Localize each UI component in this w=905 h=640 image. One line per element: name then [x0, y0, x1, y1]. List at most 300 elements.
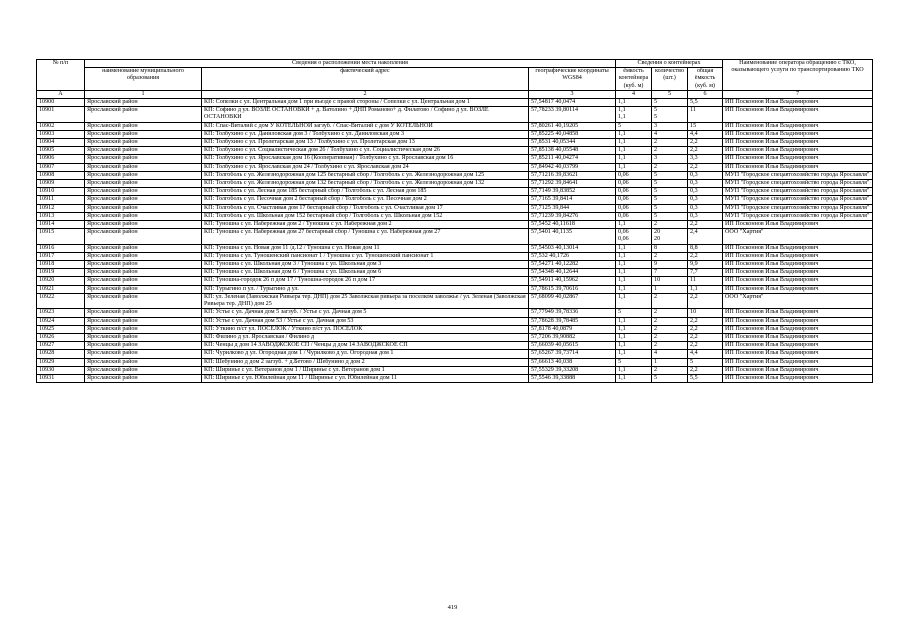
cell-operator: ИП Посконнов Илья Владимирович: [723, 221, 873, 229]
cell-quantity: 5 5: [652, 107, 688, 122]
cell-capacity: 5: [616, 309, 652, 317]
cell-quantity: 1: [652, 358, 688, 366]
cell-quantity: 3: [652, 155, 688, 163]
cell-coords: 57,54348 40,12644: [529, 269, 616, 277]
cell-address: КП: Туношна с ул. Туношенский пансионат 1 / Туношна с ул. Туношенский пансионат 1: [202, 252, 529, 260]
cell-address: КП: Ченцы д дом 14 ЗАВОДЖСКОЕ СП / Ченцы д дом 14 ЗАВОДЖСКОЕ СП: [202, 342, 529, 350]
table-row: [37, 212, 873, 220]
cell-address: КП: Чурилково д ул. Огородная дом 1 / Чурилково д ул. Огородная дом 1: [202, 350, 529, 358]
index-cell: 4: [616, 90, 652, 98]
cell-total: 0,3: [688, 212, 723, 220]
header-location-group: Сведения о расположении места накопления: [85, 60, 616, 68]
cell-capacity: 1,1: [616, 350, 652, 358]
cell-quantity: 5: [652, 188, 688, 196]
cell-address: КП: Устье с ул. Дачная дом 53 / Устье с ул. Дачная дом 53: [202, 317, 529, 325]
cell-address: КП: Толгоболь с ул. Счастливая дом 17 бестарный сбор / Толгоболь с ул. Счастливая дом 17: [202, 204, 529, 212]
cell-capacity: 0,06: [616, 196, 652, 204]
cell-num: 10912: [37, 204, 85, 212]
cell-total: 2,2: [688, 342, 723, 350]
cell-quantity: 5: [652, 99, 688, 107]
cell-capacity: 1,1: [616, 317, 652, 325]
cell-quantity: 1: [652, 285, 688, 293]
table-row: [37, 147, 873, 155]
cell-operator: ИП Посконнов Илья Владимирович: [723, 374, 873, 382]
index-cell: А: [37, 90, 85, 98]
cell-operator: ИП Посконнов Илья Владимирович: [723, 333, 873, 341]
cell-total: 15: [688, 122, 723, 130]
cell-municipality: Ярославский район: [85, 293, 202, 308]
table-row: [37, 155, 873, 163]
cell-address: КП: Туношна с ул. Школьная дом 6 / Туношна с ул. Школьная дом 6: [202, 269, 529, 277]
cell-coords: 57,78233 39,80114: [529, 107, 616, 122]
cell-coords: 57,8531 40,05344: [529, 139, 616, 147]
cell-quantity: 5: [652, 204, 688, 212]
cell-num: 10903: [37, 130, 85, 138]
table-row: [37, 122, 873, 130]
cell-quantity: 2: [652, 139, 688, 147]
cell-municipality: Ярославский район: [85, 277, 202, 285]
cell-capacity: 0,06 0,06: [616, 229, 652, 244]
cell-num: 10909: [37, 180, 85, 188]
cell-num: 10921: [37, 285, 85, 293]
table-row: [37, 171, 873, 179]
cell-municipality: Ярославский район: [85, 285, 202, 293]
cell-coords: 57,5401 40,1135: [529, 229, 616, 244]
cell-coords: 57,54911 40,15962: [529, 277, 616, 285]
cell-municipality: Ярославский район: [85, 107, 202, 122]
cell-address: КП: Толбухино с ул. Даниловская дом 3 / Толбухино с ул. Даниловская дом 3: [202, 130, 529, 138]
page-number: 419: [447, 604, 458, 611]
cell-operator: ИП Посконнов Илья Владимирович: [723, 277, 873, 285]
cell-num: 10914: [37, 221, 85, 229]
cell-total: 5,5: [688, 374, 723, 382]
cell-capacity: 0,06: [616, 180, 652, 188]
registry-sheet: [36, 59, 872, 383]
cell-address: КП: Толбухино с ул. Социалистическая дом 26 / Толбухино с ул. Социалистическая дом 26: [202, 147, 529, 155]
cell-total: 2,2: [688, 317, 723, 325]
cell-total: 0,3: [688, 180, 723, 188]
cell-address: КП: Шебунино д дом 2 загзуб. + д.Бетово / Шебунино д дом 2: [202, 358, 529, 366]
cell-address: КП: Устье с ул. Дачная дом 5 загзуб. / Устье с ул. Дачная дом 5: [202, 309, 529, 317]
cell-operator: ИП Посконнов Илья Владимирович: [723, 244, 873, 252]
cell-total: 0,3: [688, 196, 723, 204]
cell-municipality: Ярославский район: [85, 212, 202, 220]
cell-quantity: 2: [652, 366, 688, 374]
cell-quantity: 8: [652, 244, 688, 252]
cell-address: КП: ул. Зеленая (Заволжская Ривьера тер. ДНП) дом 25 Заволжская ривьера за поселком заволжье / ул. Зеленая (Заволжская Ривьера тер. ДНП) дом 25: [202, 293, 529, 308]
cell-operator: МУП "Городское спецавтохозяйство города Ярославля": [723, 212, 873, 220]
cell-coords: 57,71292 39,84641: [529, 180, 616, 188]
cell-municipality: Ярославский район: [85, 366, 202, 374]
cell-operator: ИП Посконнов Илья Владимирович: [723, 122, 873, 130]
cell-capacity: 1,1 1,1: [616, 107, 652, 122]
cell-num: 10930: [37, 366, 85, 374]
cell-operator: ИП Посконнов Илья Владимирович: [723, 342, 873, 350]
cell-capacity: 1,1: [616, 293, 652, 308]
cell-address: КП: Спас-Виталий с дом У КОТЕЛЬНОЙ загзуб. / Спас-Виталий с дом У КОТЕЛЬНОЙ: [202, 122, 529, 130]
cell-operator: ИП Посконнов Илья Владимирович: [723, 358, 873, 366]
cell-municipality: Ярославский район: [85, 229, 202, 244]
table-body: [37, 99, 873, 383]
cell-quantity: 2: [652, 252, 688, 260]
cell-quantity: 10: [652, 277, 688, 285]
table-row: [37, 333, 873, 341]
cell-capacity: 1,1: [616, 342, 652, 350]
cell-municipality: Ярославский район: [85, 317, 202, 325]
cell-capacity: 1,1: [616, 285, 652, 293]
cell-num: 10904: [37, 139, 85, 147]
cell-num: 10917: [37, 252, 85, 260]
table-row: [37, 180, 873, 188]
cell-quantity: 5: [652, 180, 688, 188]
cell-municipality: Ярославский район: [85, 333, 202, 341]
table-row: [37, 277, 873, 285]
cell-quantity: 5: [652, 171, 688, 179]
table-row: [37, 229, 873, 244]
header-coords: географические координаты WGS84: [529, 68, 616, 91]
cell-operator: ИП Посконнов Илья Владимирович: [723, 285, 873, 293]
cell-num: 10907: [37, 163, 85, 171]
cell-operator: МУП "Городское спецавтохозяйство города Ярославля": [723, 188, 873, 196]
cell-municipality: Ярославский район: [85, 171, 202, 179]
cell-operator: ИП Посконнов Илья Владимирович: [723, 147, 873, 155]
cell-quantity: 5: [652, 212, 688, 220]
table-row: [37, 107, 873, 122]
cell-quantity: 2: [652, 163, 688, 171]
cell-quantity: 2: [652, 342, 688, 350]
cell-num: 10902: [37, 122, 85, 130]
cell-municipality: Ярославский район: [85, 139, 202, 147]
cell-coords: 57,65267 39,73714: [529, 350, 616, 358]
cell-address: КП: Толбухино с ул. Ярославская дом 24 / Толбухино с ул. Ярославская дом 24: [202, 163, 529, 171]
cell-total: 0,3: [688, 171, 723, 179]
cell-coords: 57,5546 39,33888: [529, 374, 616, 382]
cell-num: 10906: [37, 155, 85, 163]
waste-sites-table: [36, 59, 873, 383]
cell-address: КП: Ширинье с ул. Ветеранов дом 1 / Ширинье с ул. Ветеранов дом 1: [202, 366, 529, 374]
cell-total: 10: [688, 309, 723, 317]
cell-capacity: 0,06: [616, 188, 652, 196]
cell-operator: ООО "Хартия": [723, 229, 873, 244]
cell-municipality: Ярославский район: [85, 180, 202, 188]
cell-municipality: Ярославский район: [85, 147, 202, 155]
cell-total: 2,2: [688, 293, 723, 308]
cell-coords: 57,7206 39,90882: [529, 333, 616, 341]
cell-municipality: Ярославский район: [85, 309, 202, 317]
cell-total: 9,9: [688, 261, 723, 269]
cell-municipality: Ярославский район: [85, 374, 202, 382]
cell-municipality: Ярославский район: [85, 358, 202, 366]
header-capacity: ёмкость контейнера (куб. м): [616, 68, 652, 91]
cell-quantity: 5: [652, 196, 688, 204]
table-row: [37, 309, 873, 317]
cell-total: 2,2: [688, 221, 723, 229]
cell-total: 11: [688, 277, 723, 285]
cell-num: 10908: [37, 171, 85, 179]
cell-municipality: Ярославский район: [85, 325, 202, 333]
cell-num: 10926: [37, 333, 85, 341]
cell-address: КП: Турыгино п ул. / Турыгино д ул.: [202, 285, 529, 293]
cell-municipality: Ярославский район: [85, 130, 202, 138]
cell-capacity: 1,1: [616, 221, 652, 229]
table-row: [37, 325, 873, 333]
cell-capacity: 1,1: [616, 374, 652, 382]
table-row: [37, 130, 873, 138]
table-row: [37, 374, 873, 382]
cell-coords: 57,80261 40,19205: [529, 122, 616, 130]
cell-operator: МУП "Городское спецавтохозяйство города Ярославля": [723, 196, 873, 204]
cell-coords: 57,85138 40,05548: [529, 147, 616, 155]
header-num: № п/п: [37, 60, 85, 91]
cell-total: 3,3: [688, 155, 723, 163]
cell-quantity: 9: [652, 261, 688, 269]
cell-municipality: Ярославский район: [85, 244, 202, 252]
cell-quantity: 7: [652, 269, 688, 277]
cell-capacity: 1,1: [616, 99, 652, 107]
cell-total: 2,2: [688, 366, 723, 374]
cell-num: 10911: [37, 196, 85, 204]
cell-address: КП: Софино д ул. ВОЗЛЕ ОСТАНОВКИ + д. Ватолино + ДНП Романово+ д. Филатово / Софино д ул. ВОЗЛЕ ОСТАНОВКИ: [202, 107, 529, 122]
cell-num: 10928: [37, 350, 85, 358]
cell-total: 5: [688, 358, 723, 366]
cell-quantity: 4: [652, 130, 688, 138]
table-row: [37, 269, 873, 277]
cell-total: 0,3: [688, 204, 723, 212]
table-row: [37, 252, 873, 260]
cell-operator: ИП Посконнов Илья Владимирович: [723, 107, 873, 122]
cell-capacity: 0,06: [616, 171, 652, 179]
cell-operator: ИП Посконнов Илья Владимирович: [723, 350, 873, 358]
cell-municipality: Ярославский район: [85, 99, 202, 107]
cell-capacity: 1,1: [616, 269, 652, 277]
cell-total: 5,5: [688, 99, 723, 107]
cell-address: КП: Толгоболь с ул. Железнодорожная дом 125 бестарный сбор / Толгоболь с ул. Железнодорожная дом 125: [202, 171, 529, 179]
cell-quantity: 4: [652, 350, 688, 358]
cell-municipality: Ярославский район: [85, 204, 202, 212]
cell-total: 7,7: [688, 269, 723, 277]
cell-operator: ИП Посконнов Илья Владимирович: [723, 269, 873, 277]
header-address: фактический адрес: [202, 68, 529, 91]
cell-operator: МУП "Городское спецавтохозяйство города Ярославля": [723, 180, 873, 188]
cell-address: КП: Ширинье с ул. Юбилейная дом 11 / Ширинье с ул. Юбилейная дом 11: [202, 374, 529, 382]
index-cell: 1: [85, 90, 202, 98]
cell-capacity: 1,1: [616, 252, 652, 260]
cell-coords: 57,78628 39,78485: [529, 317, 616, 325]
cell-num: 10923: [37, 309, 85, 317]
cell-operator: ИП Посконнов Илья Владимирович: [723, 325, 873, 333]
cell-num: 10929: [37, 358, 85, 366]
cell-capacity: 1,1: [616, 163, 652, 171]
cell-coords: 57,8178 40,0879: [529, 325, 616, 333]
cell-num: 10920: [37, 277, 85, 285]
cell-total: 11: [688, 107, 723, 122]
cell-total: 0,3: [688, 188, 723, 196]
cell-num: 10913: [37, 212, 85, 220]
cell-num: 10922: [37, 293, 85, 308]
cell-operator: ИП Посконнов Илья Владимирович: [723, 99, 873, 107]
cell-address: КП: Туношна с ул. Набережная дом 2 / Туношна с ул. Набережная дом 2: [202, 221, 529, 229]
cell-operator: ИП Посконнов Илья Владимирович: [723, 317, 873, 325]
cell-address: КП: Толгоболь с ул. Школьная дом 152 бестарный сбор / Толгоболь с ул. Школьная дом 152: [202, 212, 529, 220]
table-row: [37, 366, 873, 374]
cell-quantity: 3: [652, 122, 688, 130]
cell-coords: 57,85225 40,04858: [529, 130, 616, 138]
cell-capacity: 0,06: [616, 204, 652, 212]
cell-num: 10918: [37, 261, 85, 269]
cell-capacity: 1,1: [616, 139, 652, 147]
cell-num: 10915: [37, 229, 85, 244]
cell-num: 10919: [37, 269, 85, 277]
cell-capacity: 1,1: [616, 325, 652, 333]
index-cell: 6: [688, 90, 723, 98]
cell-quantity: 2: [652, 325, 688, 333]
cell-municipality: Ярославский район: [85, 261, 202, 269]
header-quantity: количество (шт.): [652, 68, 688, 91]
cell-num: 10900: [37, 99, 85, 107]
table-row: [37, 139, 873, 147]
table-row: [37, 261, 873, 269]
cell-coords: 57,78615 39,70616: [529, 285, 616, 293]
cell-quantity: 20 20: [652, 229, 688, 244]
cell-total: 2,2: [688, 333, 723, 341]
cell-municipality: Ярославский район: [85, 188, 202, 196]
cell-coords: 57,54271 40,12282: [529, 261, 616, 269]
header-municipality: наименование муниципального образования: [85, 68, 202, 91]
cell-num: 10927: [37, 342, 85, 350]
cell-quantity: 2: [652, 317, 688, 325]
header-container-group: Сведения о контейнерах: [616, 60, 723, 68]
cell-address: КП: Филино д ул. Ярославская / Филино д: [202, 333, 529, 341]
cell-total: 8,8: [688, 244, 723, 252]
cell-operator: ИП Посконнов Илья Владимирович: [723, 163, 873, 171]
cell-coords: 57,5452 40,11618: [529, 221, 616, 229]
cell-operator: ИП Посконнов Илья Владимирович: [723, 309, 873, 317]
cell-address: КП: Толбухино с ул. Пролетарская дом 13 / Толбухино с ул. Пролетарская дом 13: [202, 139, 529, 147]
cell-capacity: 5: [616, 358, 652, 366]
cell-address: КП: Уткино п/ст ул. ПОСЕЛОК / Уткино п/ст ул. ПОСЕЛОК: [202, 325, 529, 333]
cell-address: КП: Туношна-городок 26 п дом 17 / Туношна-городок 26 п дом 17: [202, 277, 529, 285]
index-cell: 5: [652, 90, 688, 98]
cell-coords: 57,71216 39,83621: [529, 171, 616, 179]
cell-operator: ИП Посконнов Илья Владимирович: [723, 366, 873, 374]
cell-address: КП: Толгоболь с ул. Железнодорожная дом 132 бестарный сбор / Толгоболь с ул. Железнодорожная дом 132: [202, 180, 529, 188]
cell-coords: 57,66039 40,05615: [529, 342, 616, 350]
cell-coords: 57,7149 39,83852: [529, 188, 616, 196]
cell-operator: ИП Посконнов Илья Владимирович: [723, 155, 873, 163]
cell-address: КП: Туношна с ул. Новая дом 11 /д.12 / Туношна с ул. Новая дом 11: [202, 244, 529, 252]
table-row: [37, 293, 873, 308]
table-row: [37, 342, 873, 350]
cell-coords: 57,68099 40,02867: [529, 293, 616, 308]
cell-address: КП: Туношна с ул. Набережная дом 27 бестарный сбор / Туношна с ул. Набережная дом 27: [202, 229, 529, 244]
cell-coords: 57,85211 40,04274: [529, 155, 616, 163]
cell-operator: МУП "Городское спецавтохозяйство города Ярославля": [723, 171, 873, 179]
cell-quantity: 2: [652, 221, 688, 229]
cell-coords: 57,66613 40,038: [529, 358, 616, 366]
cell-municipality: Ярославский район: [85, 196, 202, 204]
cell-quantity: 2: [652, 309, 688, 317]
table-row: [37, 285, 873, 293]
header-index-row: [37, 90, 873, 98]
cell-capacity: 1,1: [616, 155, 652, 163]
cell-coords: 57,54503 40,13014: [529, 244, 616, 252]
table-row: [37, 196, 873, 204]
cell-total: 4,4: [688, 350, 723, 358]
cell-operator: ИП Посконнов Илья Владимирович: [723, 261, 873, 269]
cell-num: 10910: [37, 188, 85, 196]
table-header: [37, 60, 873, 99]
cell-coords: 57,7165 39,8414: [529, 196, 616, 204]
table-row: [37, 188, 873, 196]
cell-operator: МУП "Городское спецавтохозяйство города Ярославля": [723, 204, 873, 212]
cell-num: 10931: [37, 374, 85, 382]
cell-coords: 57,55329 39,33208: [529, 366, 616, 374]
cell-capacity: 1,1: [616, 366, 652, 374]
cell-quantity: 2: [652, 333, 688, 341]
cell-municipality: Ярославский район: [85, 350, 202, 358]
cell-quantity: 5: [652, 374, 688, 382]
cell-capacity: 5: [616, 122, 652, 130]
table-row: [37, 350, 873, 358]
table-row: [37, 99, 873, 107]
cell-total: 2,2: [688, 163, 723, 171]
table-row: [37, 317, 873, 325]
cell-total: 2,4: [688, 229, 723, 244]
cell-municipality: Ярославский район: [85, 342, 202, 350]
cell-capacity: 1,1: [616, 147, 652, 155]
cell-total: 2,2: [688, 325, 723, 333]
cell-num: 10924: [37, 317, 85, 325]
cell-municipality: Ярославский район: [85, 269, 202, 277]
cell-coords: 57,84942 40,03799: [529, 163, 616, 171]
cell-capacity: 1,1: [616, 333, 652, 341]
cell-num: 10916: [37, 244, 85, 252]
cell-num: 10901: [37, 107, 85, 122]
cell-municipality: Ярославский район: [85, 155, 202, 163]
cell-address: КП: Сопелки с ул. Центральная дом 1 при въезде с правой стороны / Сопелки с ул. Центральная дом 1: [202, 99, 529, 107]
cell-total: 1,1: [688, 285, 723, 293]
cell-address: КП: Толгоболь с ул. Лесная дом 185 бестарный сбор / Толгоболь с ул. Лесная дом 185: [202, 188, 529, 196]
cell-address: КП: Толгоболь с ул. Песочная дом 2 бестарный сбор / Толгоболь с ул. Песочная дом 2: [202, 196, 529, 204]
cell-address: КП: Туношна с ул. Школьная дом 3 / Туношна с ул. Школьная дом 3: [202, 261, 529, 269]
table-row: [37, 358, 873, 366]
header-total: общая ёмкость (куб. м): [688, 68, 723, 91]
cell-coords: 57,54817 40,0474: [529, 99, 616, 107]
cell-operator: ООО "Хартия": [723, 293, 873, 308]
table-row: [37, 163, 873, 171]
cell-municipality: Ярославский район: [85, 122, 202, 130]
cell-total: 4,4: [688, 130, 723, 138]
cell-capacity: 0,06: [616, 212, 652, 220]
cell-municipality: Ярославский район: [85, 163, 202, 171]
cell-municipality: Ярославский район: [85, 252, 202, 260]
cell-coords: 57,7125 39,844: [529, 204, 616, 212]
index-cell: 2: [202, 90, 529, 98]
cell-total: 2,2: [688, 139, 723, 147]
index-cell: 3: [529, 90, 616, 98]
cell-quantity: 2: [652, 147, 688, 155]
cell-address: КП: Толбухино с ул. Ярославская дом 16 (Кооперативная) / Толбухино с ул. Ярославская дом 16: [202, 155, 529, 163]
cell-total: 2,2: [688, 147, 723, 155]
cell-capacity: 1,1: [616, 261, 652, 269]
table-row: [37, 244, 873, 252]
cell-total: 2,2: [688, 252, 723, 260]
cell-num: 10925: [37, 325, 85, 333]
table-row: [37, 221, 873, 229]
cell-operator: ИП Посконнов Илья Владимирович: [723, 130, 873, 138]
cell-operator: ИП Посконнов Илья Владимирович: [723, 139, 873, 147]
cell-capacity: 1,1: [616, 277, 652, 285]
